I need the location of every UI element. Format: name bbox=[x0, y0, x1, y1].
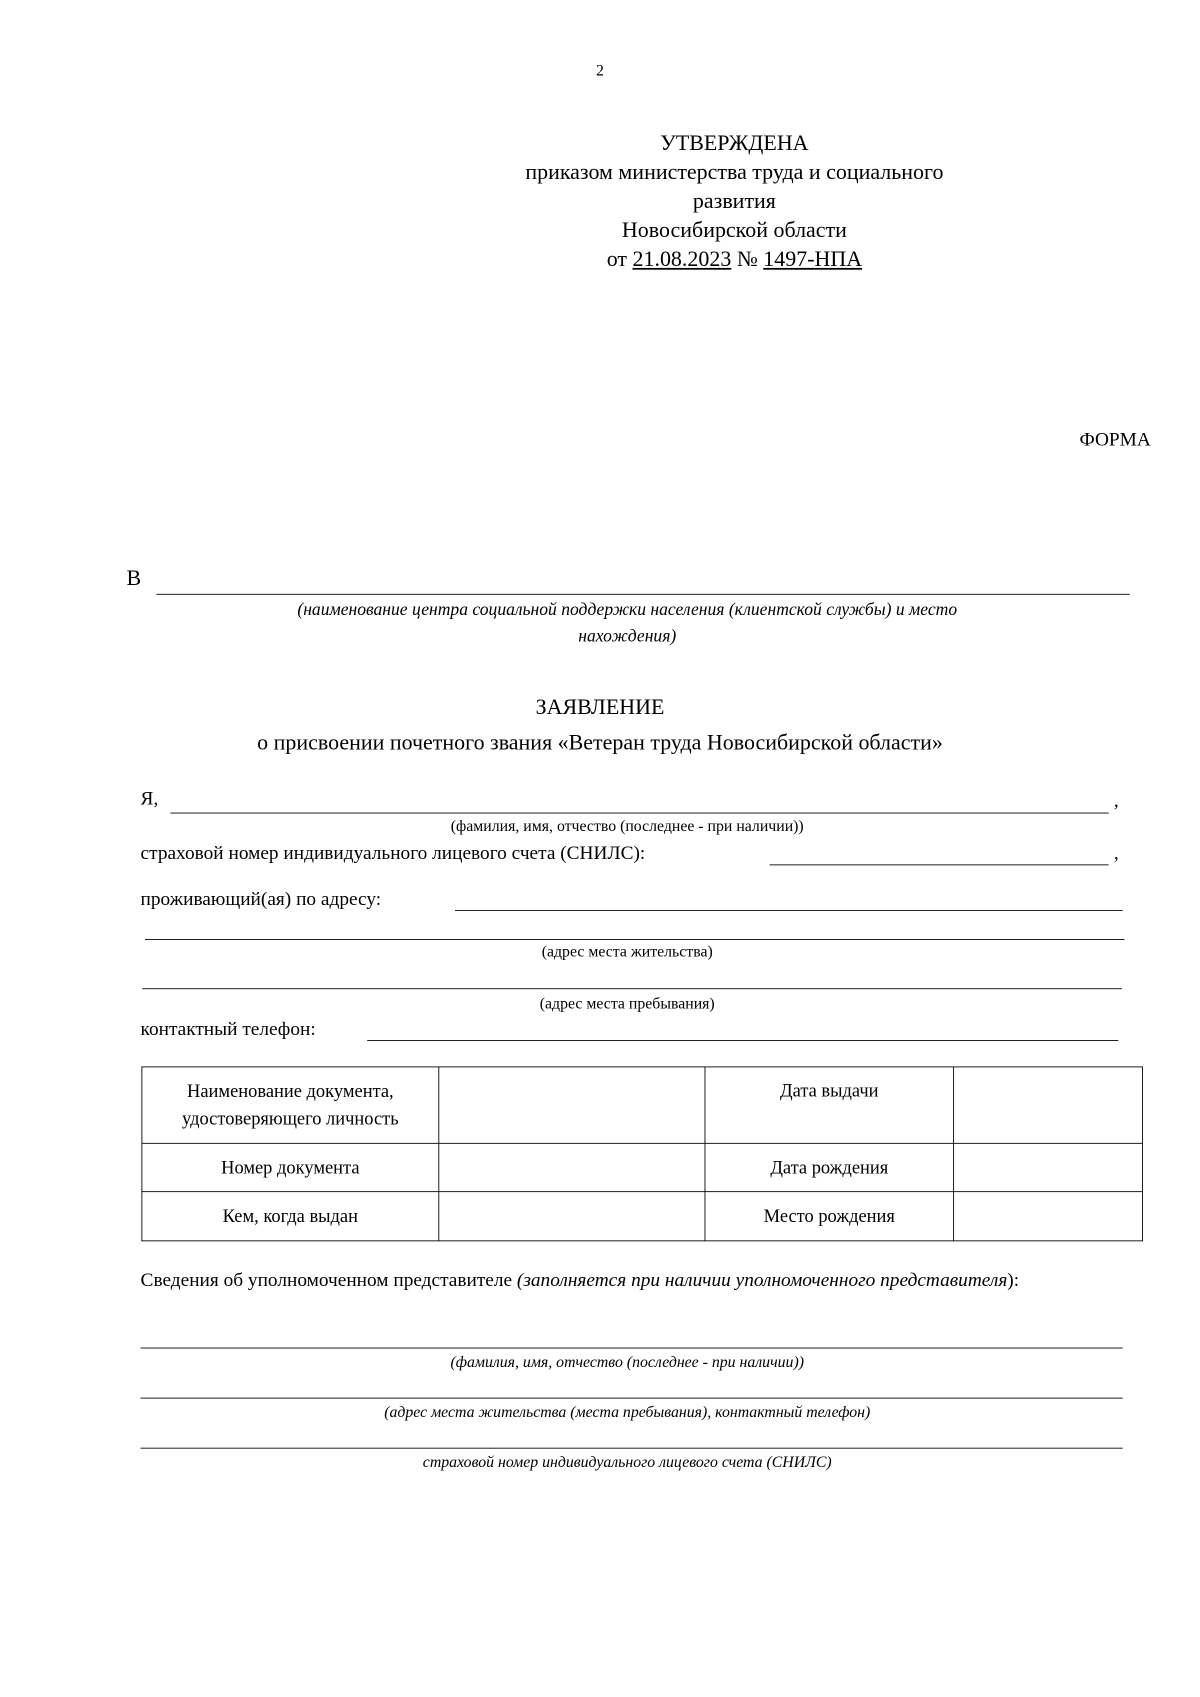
stay-caption: (адрес места пребывания) bbox=[539, 994, 715, 1013]
approval-line-order: приказом министерства труда и социального bbox=[525, 160, 944, 185]
representative-address-field[interactable] bbox=[141, 1398, 1123, 1399]
approval-date: 21.08.2023 bbox=[632, 247, 732, 272]
birth-place-value[interactable] bbox=[954, 1192, 1143, 1241]
address-field-1[interactable] bbox=[455, 910, 1123, 911]
doc-name-label-line-1: Наименование документа, bbox=[187, 1080, 394, 1102]
form-label: ФОРМА bbox=[1079, 427, 1151, 450]
phone-label: контактный телефон: bbox=[140, 1017, 316, 1040]
recipient-caption-1: (наименование центра социальной поддержки населения (клиентской службы) и место bbox=[297, 600, 958, 620]
representative-snils-field[interactable] bbox=[141, 1448, 1123, 1449]
approval-date-prefix: от bbox=[606, 247, 628, 272]
representative-address-caption: (адрес места жительства (места пребывания), контактный телефон) bbox=[384, 1402, 871, 1421]
approval-title: УТВЕРЖДЕНА bbox=[660, 131, 809, 156]
birth-date-value[interactable] bbox=[954, 1143, 1143, 1191]
table-row bbox=[142, 1143, 1143, 1191]
recipient-field[interactable] bbox=[156, 594, 1129, 595]
doc-name-label-line-2: удостоверяющего личность bbox=[182, 1107, 399, 1129]
birth-place-label: Место рождения bbox=[705, 1192, 954, 1241]
representative-intro-note: (заполняется при наличии уполномоченного представителя bbox=[516, 1268, 1008, 1291]
representative-name-caption: (фамилия, имя, отчество (последнее - при наличии)) bbox=[450, 1352, 804, 1371]
applicant-name-caption: (фамилия, имя, отчество (последнее - при наличии)) bbox=[450, 816, 804, 835]
representative-intro-end: ): bbox=[1007, 1268, 1020, 1291]
applicant-prefix: Я, bbox=[140, 787, 159, 810]
representative-intro bbox=[141, 1267, 1129, 1293]
representative-snils-caption: страховой номер индивидуального лицевого счета (СНИЛС) bbox=[422, 1453, 832, 1471]
doc-number-value[interactable] bbox=[439, 1143, 705, 1191]
address-field-2[interactable] bbox=[145, 939, 1125, 940]
representative-intro-text: Сведения об уполномоченном представителе bbox=[140, 1268, 513, 1291]
approval-number-sign: № bbox=[736, 247, 758, 272]
page-number: 2 bbox=[596, 61, 604, 80]
doc-name-value[interactable] bbox=[439, 1067, 705, 1143]
issued-by-value[interactable] bbox=[439, 1192, 705, 1241]
document-subtitle: о присвоении почетного звания «Ветеран труда Новосибирской области» bbox=[257, 730, 943, 755]
applicant-name-comma: , bbox=[1113, 788, 1119, 811]
phone-field[interactable] bbox=[367, 1040, 1118, 1041]
issue-date-label: Дата выдачи bbox=[705, 1067, 954, 1143]
doc-name-label bbox=[142, 1067, 439, 1143]
applicant-name-field[interactable] bbox=[170, 813, 1108, 814]
issue-date-value[interactable] bbox=[954, 1067, 1143, 1143]
document-title: ЗАЯВЛЕНИЕ bbox=[535, 695, 665, 720]
approval-date-line bbox=[439, 245, 1029, 274]
table-row bbox=[142, 1067, 1143, 1143]
identity-document-table bbox=[141, 1066, 1142, 1241]
snils-label: страховой номер индивидуального лицевого счета (СНИЛС): bbox=[140, 841, 646, 864]
approval-line-region: Новосибирской области bbox=[621, 218, 847, 243]
residence-caption: (адрес места жительства) bbox=[541, 942, 713, 961]
approval-line-development: развития bbox=[692, 189, 776, 214]
representative-name-field[interactable] bbox=[141, 1348, 1123, 1349]
birth-date-label: Дата рождения bbox=[705, 1143, 954, 1191]
recipient-prefix: В bbox=[126, 566, 142, 591]
snils-comma: , bbox=[1113, 841, 1119, 864]
doc-number-label: Номер документа bbox=[142, 1143, 439, 1191]
stay-address-field[interactable] bbox=[142, 988, 1122, 989]
table-row bbox=[142, 1192, 1143, 1241]
snils-field[interactable] bbox=[770, 864, 1109, 865]
address-label: проживающий(ая) по адресу: bbox=[140, 887, 382, 910]
approval-number: 1497-НПА bbox=[763, 247, 863, 272]
approval-block bbox=[439, 129, 1029, 274]
issued-by-label: Кем, когда выдан bbox=[142, 1192, 439, 1241]
recipient-caption-2: нахождения) bbox=[578, 626, 677, 646]
